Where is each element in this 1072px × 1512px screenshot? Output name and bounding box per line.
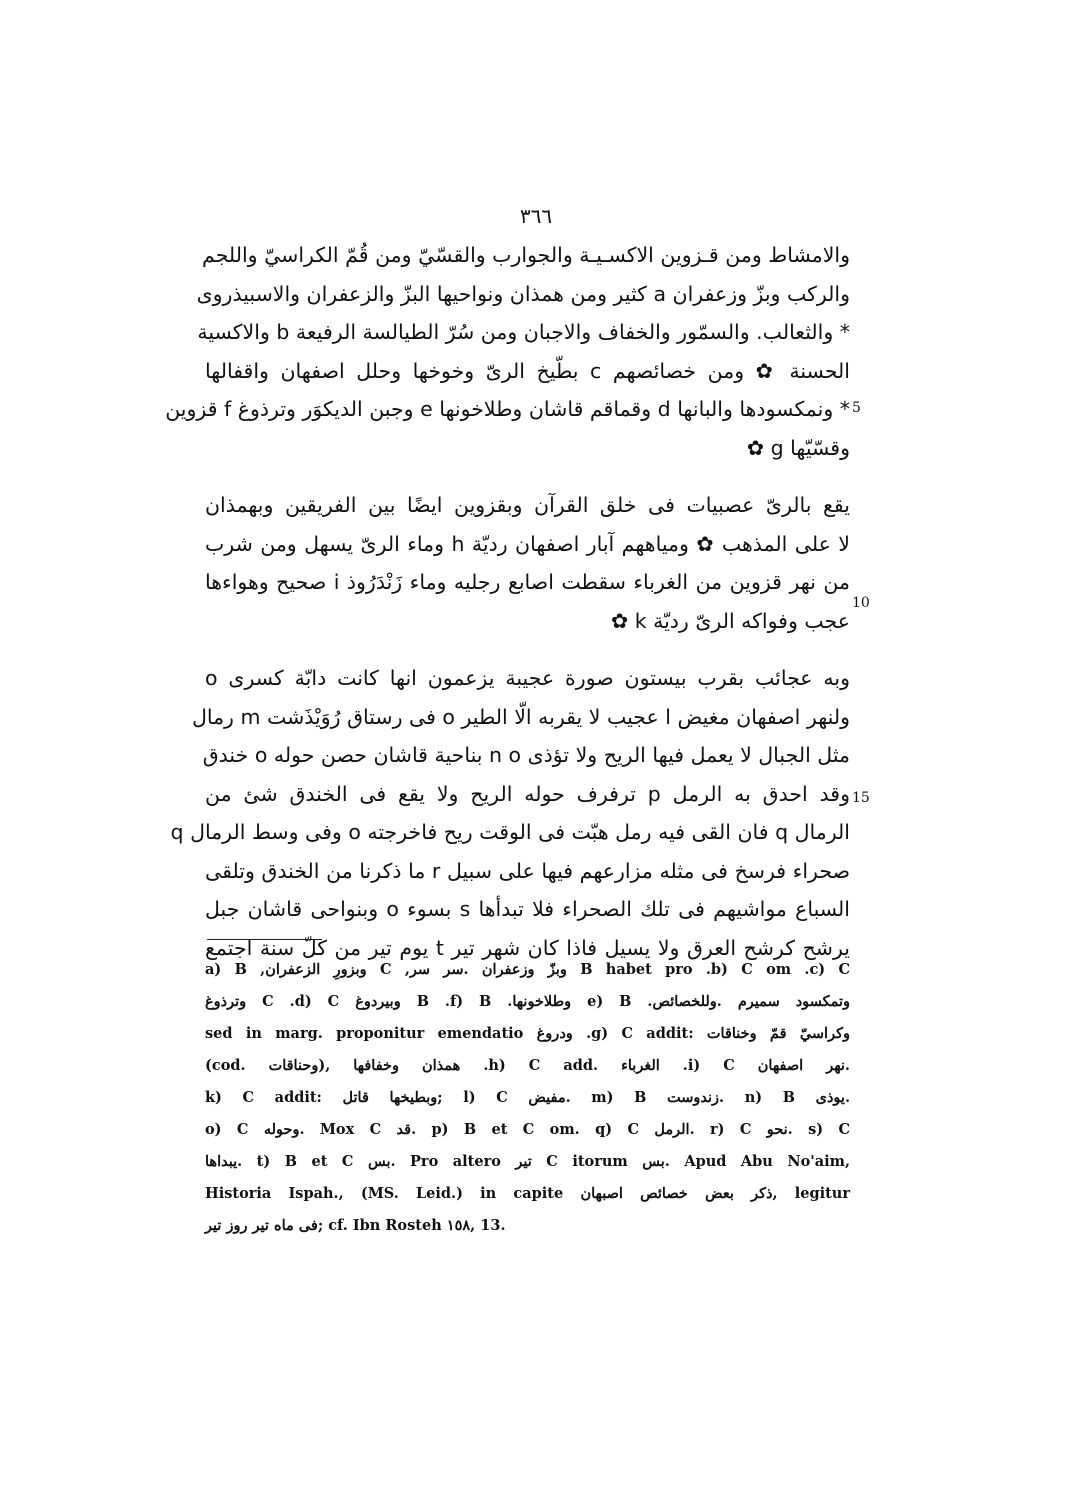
- text-line: الحسنة ✿ ومن خصائصهم c بطّيخ الرىّ وخوخها وحلل اصفهان واقفالها: [205, 358, 850, 383]
- line-number-15: 15: [852, 790, 870, 806]
- text-line: عجب وفواكه الرىّ رديّة k ✿: [611, 608, 850, 633]
- footnote-divider: [207, 939, 322, 940]
- main-text: [165, 236, 851, 967]
- footnote-line: k) C addit: وبطيخها قاتل; l) C مفيض. m) B زندوست. n) B يوذى.: [205, 1089, 851, 1106]
- footnote-line: يبداها. t) B et C بس. Pro altero تير C itorum بس. Apud Abu No'aim,: [205, 1153, 851, 1170]
- text-line: وقد احدق به الرمل p ترفرف حوله الريح ولا يقع فى الخندق شئ من: [205, 781, 850, 806]
- footnote-line: وترذوغ C .d) C وبيردوغ B .f) B .وطلاخونها e) B .وتمكسود سميرم .وللخصائص: [205, 993, 850, 1010]
- text-line: السباع مواشيهم فى تلك الصحراء فلا تبدأها s بسوء o وبنواحى قاشان جبل: [205, 897, 850, 921]
- text-line: وبه عجائب بقرب بيستون صورة عجيبة يزعمون انها كانت دابّة كسرى o: [205, 666, 850, 690]
- text-line: يقع بالرىّ عصبيات فى خلق القرآن وبقزوين ايضًا بين الفريقين وبهمذان: [205, 493, 850, 517]
- text-line: والركب وبزّ وزعفران a كثير ومن همذان ونواحيها البزّ والزعفران والاسبيذروى: [196, 281, 850, 306]
- text-line: * ونمكسودها والبانها d وقماقم قاشان وطلاخونها e وجبن الديكوَر وترذوغ f قزوين: [165, 397, 850, 421]
- text-line: لا على المذهب ✿ ومياههم آبار اصفهان رديّة h وماء الرىّ يسهل ومن شرب: [205, 531, 851, 556]
- text-line: ولنهر اصفهان مغيض l عجيب لا يقربه الّا الطير o فى رستاق رُوَيْذَشت m رمال: [191, 704, 850, 729]
- footnote-line: a) B ,وبزورِ الزعفران C ,وبزّ وزعفران .سر سر B habet pro .b) C om .c) C: [205, 961, 850, 978]
- text-line: * والثعالب. والسمّور والخفاف والاجبان ومن سُرّ الطيالسة الرفيعة b والاكسية: [197, 320, 850, 344]
- page-number: ٣٦٦: [519, 204, 553, 228]
- text-line: مثل الجبال لا يعمل فيها الريح ولا تؤذى n o بناحية قاشان حصن حوله o خندق: [202, 743, 850, 767]
- text-line: وقسّيّها g ✿: [746, 435, 850, 460]
- footnote-line: o) C وحوله. Mox C قد. p) B et C om. q) C الرمل. r) C نحو. s) C: [205, 1121, 850, 1138]
- text-line: يرشح كرشح العرق ولا يسيل فاذا كان شهر تير t يوم تير من كلّ سنة اجتمع: [205, 935, 850, 960]
- text-line: والامشاط ومن قـزوين الاكسـيـة والجوارب والقسّيّ ومن قُمّ الكراسيّ واللجم: [202, 243, 850, 267]
- footnote-line: sed in marg. proponitur emendatio ودروغ .g) C addit: وكراسيّ قمّ وخناقات: [205, 1025, 850, 1042]
- footnotes: [205, 954, 850, 1242]
- text-line: الرمال q فان القى فيه رمل هبّت فى الوقت ريح فاخرجته o وفى وسط الرمال q: [170, 820, 850, 844]
- footnote-line: فى ماه تير روز تير; cf. Ibn Rosteh ١٥٨, 13.: [205, 1217, 506, 1234]
- text-line: صحراء فرسخ فى مثله مزارعهم فيها على سبيل r ما ذكرنا من الخندق وتلقى: [205, 858, 850, 883]
- line-number-5: 5: [852, 400, 861, 416]
- text-line: من نهر قزوين من الغرباء سقطت اصابع رجليه وماء زَنْدَرُوذ i صحيح وهواءها: [205, 570, 850, 594]
- footnote-line: (cod. وحناقات), همذان وخفافها .h) C add. الغرباء .i) C نهر اصفهان.: [205, 1057, 850, 1074]
- footnote-line: Historia Ispah., (MS. Leid.) in capite ذكر بعض خصائص اصبهان, legitur: [205, 1185, 850, 1202]
- line-number-10: 10: [852, 595, 870, 611]
